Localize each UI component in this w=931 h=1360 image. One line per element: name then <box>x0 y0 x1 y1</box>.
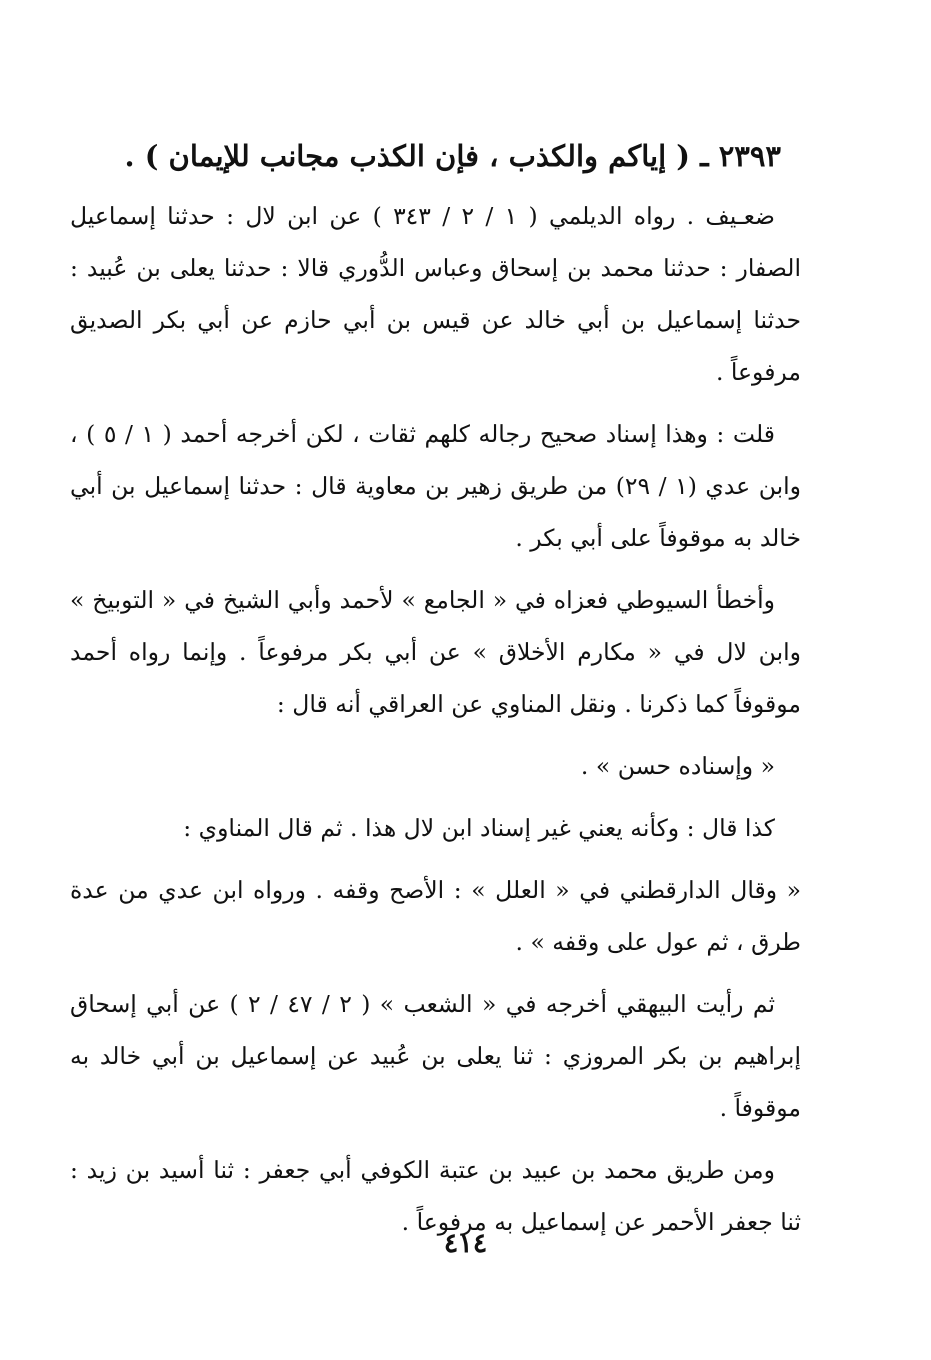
paragraph-suyuti-error: وأخطأ السيوطي فعزاه في « الجامع » لأحمد وأبي الشيخ في « التوبيخ » وابن لال في « مكارم الأخلاق » عن أبي بكر مرفوعاً . وإنما رواه أحمد موقوفاً كما ذكرنا . ونقل المناوي عن العراقي أنه قال : <box>70 586 801 718</box>
paragraph-bayhaqi: ثم رأيت البيهقي أخرجه في « الشعب » ( ٢ / ٤٧ / ٢ ) عن أبي إسحاق إبراهيم بن بكر المروزي : ثنا يعلى بن عُبيد عن إسماعيل بن أبي خالد به موقوفاً . <box>70 990 801 1122</box>
paragraph-munawi: كذا قال : وكأنه يعني غير إسناد ابن لال هذا . ثم قال المناوي : <box>183 814 775 842</box>
paragraph-grading: ضعـيف . رواه الديلمي ( ١ / ٢ / ٣٤٣ ) عن ابن لال : حدثنا إسماعيل الصفار : حدثنا محمد بن إسحاق وعباس الدُّوري قالا : حدثنا يعلى بن عُبيد : حدثنا إسماعيل بن أبي خالد عن قيس بن أبي حازم عن أبي بكر الصديق مرفوعاً . <box>70 202 801 386</box>
paragraph-quote-daraqutni: « وقال الدارقطني في « العلل » : الأصح وقفه . ورواه ابن عدي من عدة طرق ، ثم عول على وقفه » . <box>70 876 801 956</box>
page-body <box>70 190 801 1258</box>
paragraph-comment: قلت : وهذا إسناد صحيح رجاله كلهم ثقات ، لكن أخرجه أحمد ( ١ / ٥ ) ، وابن عدي (١ / ٢٩) من طريق زهير بن معاوية قال : حدثنا إسماعيل بن أبي خالد به موقوفاً على أبي بكر . <box>70 420 802 552</box>
page-number: ٤١٤ <box>443 1228 488 1259</box>
paragraph-quote-iraqi: « وإسناده حسن » . <box>580 752 775 780</box>
hadith-heading: ٢٣٩٣ ـ ( إياكم والكذب ، فإن الكذب مجانب للإيمان ) . <box>124 139 781 173</box>
paragraph-other-route: ومن طريق محمد بن عبيد بن عتبة الكوفي أبي جعفر : ثنا أسيد بن زيد : ثنا جعفر الأحمر عن إسماعيل به مرفوعاً . <box>70 1156 801 1236</box>
